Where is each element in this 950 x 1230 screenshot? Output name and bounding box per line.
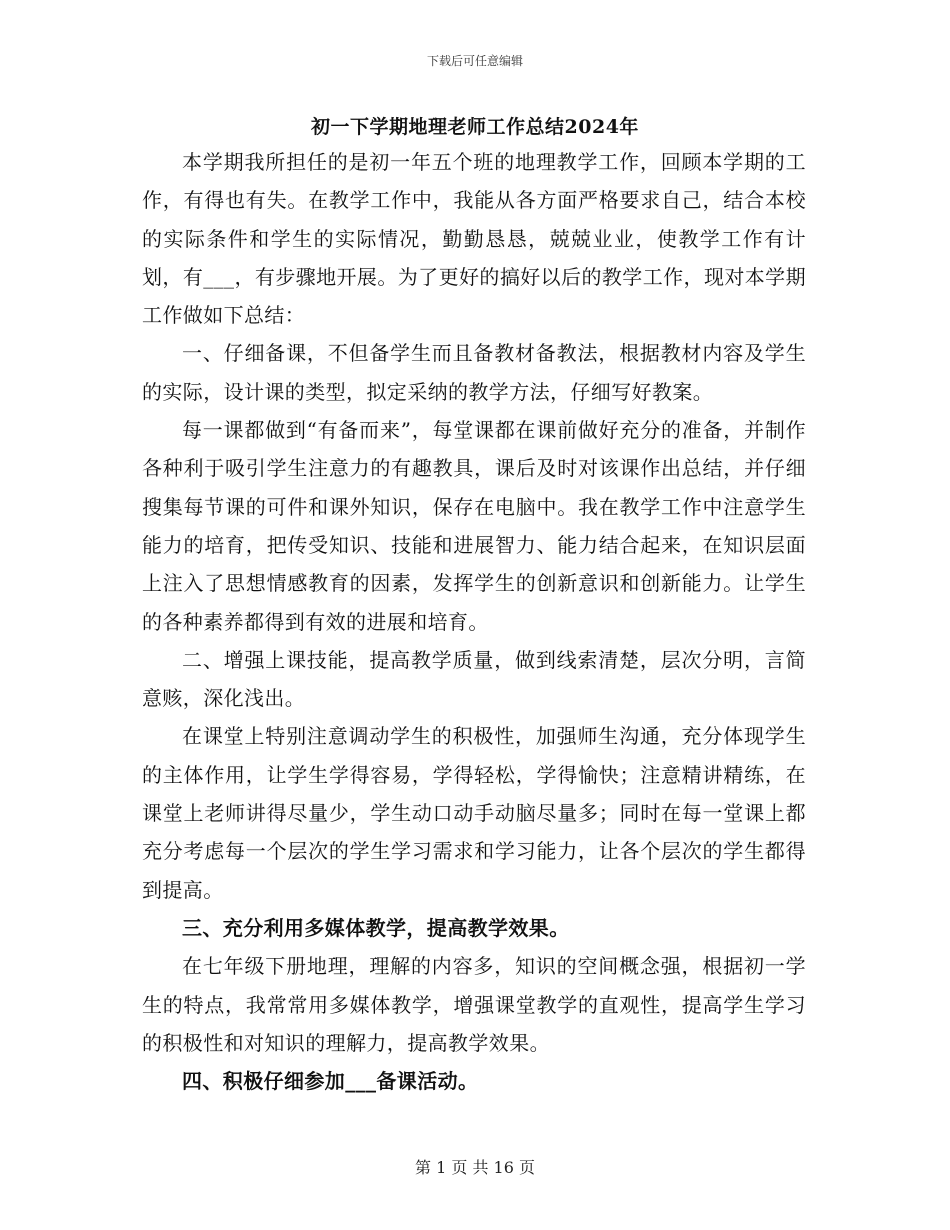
paragraph-intro: 本学期我所担任的是初一年五个班的地理教学工作，回顾本学期的工作，有得也有失。在教学工作中，我能从各方面严格要求自己，结合本校的实际条件和学生的实际情况，勤勤恳恳，兢兢业业，使教学工作有计划，有___，有步骤地开展。为了更好的搞好以后的教学工作，现对本学期工作做如下总结： bbox=[142, 150, 806, 328]
header-note: 下载后可任意编辑 bbox=[426, 54, 523, 68]
heading-section-4: 四、积极仔细参加___备课活动。 bbox=[182, 1069, 479, 1094]
paragraph-section-1-detail: 每一课都做到“有备而来”，每堂课都在课前做好充分的准备，并制作各种利于吸引学生注意力的有趣教具，课后及时对该课作出总结，并仔细搜集每节课的可件和课外知识，保存在电脑中。我在教学工作中注意学生能力的培育，把传受知识、技能和进展智力、能力结合起来，在知识层面上注入了思想情感教育的因素，发挥学生的创新意识和创新能力。让学生的各种素养都得到有效的进展和培育。 bbox=[142, 418, 806, 634]
paragraph-section-1: 一、仔细备课，不但备学生而且备教材备教法，根据教材内容及学生的实际，设计课的类型，拟定采纳的教学方法，仔细写好教案。 bbox=[142, 341, 806, 404]
page-footer: 第 1 页 共 16 页 bbox=[415, 1158, 535, 1177]
document-body bbox=[142, 143, 806, 1100]
paragraph-section-2-detail: 在课堂上特别注意调动学生的积极性，加强师生沟通，充分体现学生的主体作用，让学生学得容易，学得轻松，学得愉快；注意精讲精练，在课堂上老师讲得尽量少，学生动口动手动脑尽量多；同时在每一堂课上都充分考虑每一个层次的学生学习需求和学习能力，让各个层次的学生都得到提高。 bbox=[142, 724, 806, 902]
paragraph-section-3-detail: 在七年级下册地理，理解的内容多，知识的空间概念强，根据初一学生的特点，我常常用多媒体教学，增强课堂教学的直观性，提高学生学习的积极性和对知识的理解力，提高教学效果。 bbox=[142, 954, 806, 1055]
document-title: 初一下学期地理老师工作总结2024年 bbox=[311, 116, 639, 138]
heading-section-3: 三、充分利用多媒体教学，提高教学效果。 bbox=[182, 915, 570, 940]
paragraph-section-2: 二、增强上课技能，提高教学质量，做到线索清楚，层次分明，言简意赅，深化浅出。 bbox=[142, 647, 806, 711]
